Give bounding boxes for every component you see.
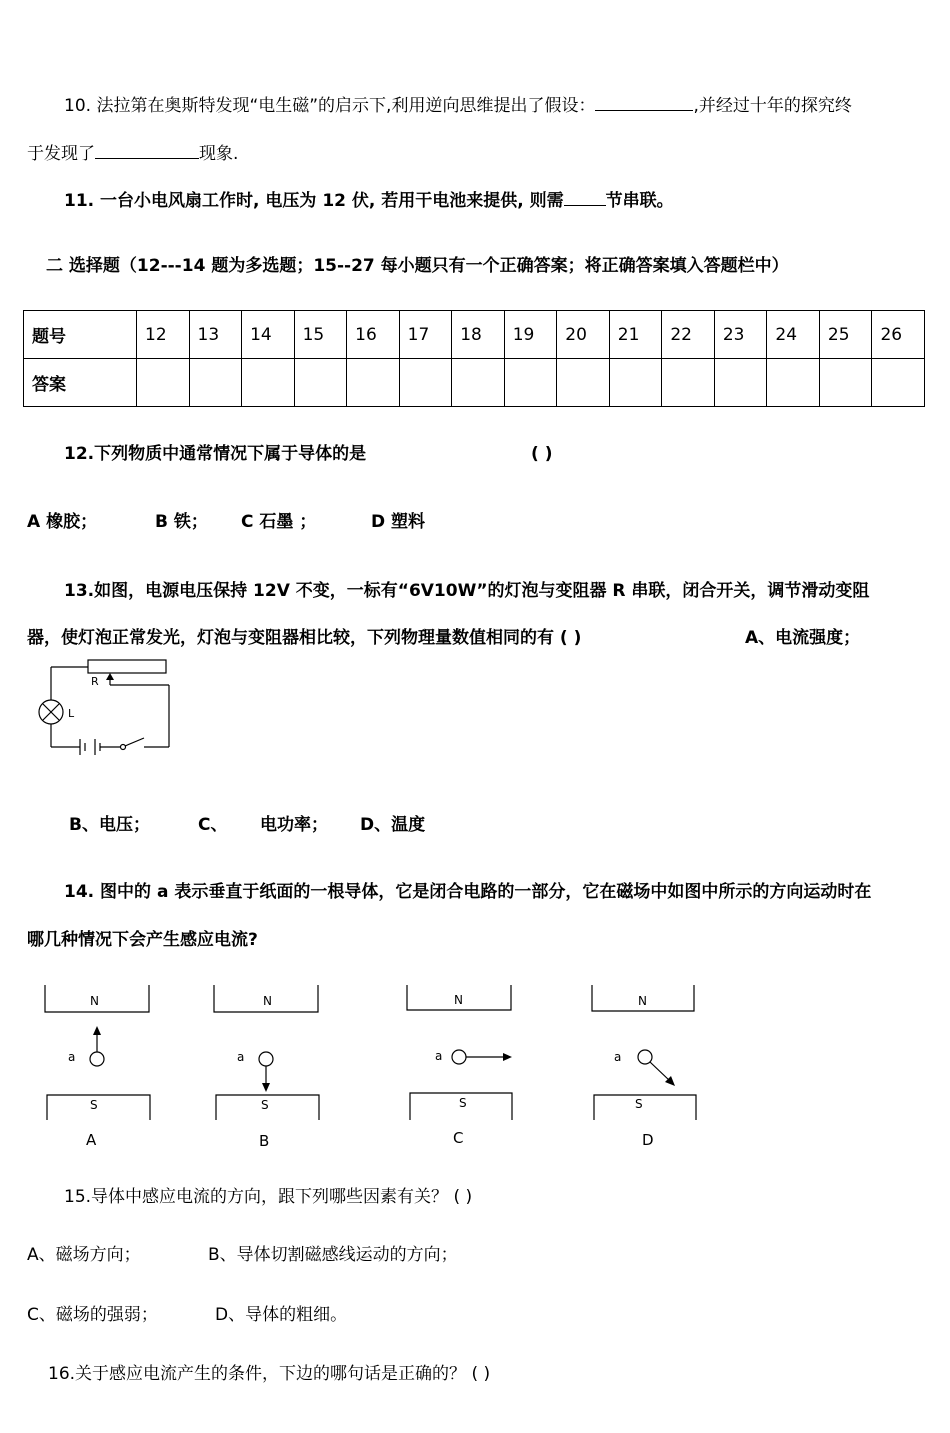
q10-blank-1[interactable] xyxy=(595,92,693,111)
q15-stem: 15.导体中感应电流的方向，跟下列哪些因素有关？ ( ) xyxy=(64,1187,473,1207)
q13-option-a: A、电流强度； xyxy=(745,628,861,648)
switch-icon xyxy=(121,745,126,750)
q12-bracket: ( ) xyxy=(531,444,553,464)
answer-cell[interactable] xyxy=(137,359,190,407)
question-number-cell: 14 xyxy=(242,311,295,359)
q11-line xyxy=(64,187,674,212)
q12-option-a: A 橡胶； xyxy=(27,512,98,532)
q12-stem: 12.下列物质中通常情况下属于导体的是 xyxy=(64,444,367,464)
q15-option-d: D、导体的粗细。 xyxy=(215,1305,348,1325)
pole-n-a: N xyxy=(90,994,99,1008)
answer-cell[interactable] xyxy=(714,359,767,407)
question-number-cell: 24 xyxy=(767,311,820,359)
q10-text-1: 10. 法拉第在奥斯特发现“电生磁”的启示下,利用逆向思维提出了假设： xyxy=(64,96,596,116)
q14-line2: 哪几种情况下会产生感应电流? xyxy=(27,930,258,950)
answer-cell[interactable] xyxy=(242,359,295,407)
answer-cell[interactable] xyxy=(189,359,242,407)
pole-n-b: N xyxy=(263,994,272,1008)
conductor-c xyxy=(452,1050,466,1064)
circuit-diagram xyxy=(30,655,180,755)
answer-cell[interactable] xyxy=(294,359,347,407)
q13-option-c-text: 电功率； xyxy=(260,815,328,835)
conductor-b xyxy=(259,1052,273,1066)
pole-s-a: S xyxy=(90,1098,98,1112)
conductor-d xyxy=(638,1050,652,1064)
question-number-cell: 12 xyxy=(137,311,190,359)
conductor-a xyxy=(90,1052,104,1066)
question-number-cell: 20 xyxy=(557,311,610,359)
q14-line1: 14. 图中的 a 表示垂直于纸面的一根导体，它是闭合电路的一部分，它在磁场中如图中所示的方向运动时在 xyxy=(64,882,872,902)
figure-letter-a: A xyxy=(86,1131,97,1149)
answer-cell[interactable] xyxy=(557,359,610,407)
question-number-cell: 16 xyxy=(347,311,400,359)
rheostat-label: R xyxy=(91,675,99,688)
question-number-cell: 17 xyxy=(399,311,452,359)
q12-option-c: C 石墨 ； xyxy=(241,512,317,532)
answer-table xyxy=(23,310,925,407)
pole-n-c: N xyxy=(454,993,463,1007)
pole-s-c: S xyxy=(459,1096,467,1110)
south-pole-d xyxy=(594,1095,696,1120)
question-number-cell: 23 xyxy=(714,311,767,359)
q13-option-b: B、电压； xyxy=(69,815,150,835)
conductor-label-c: a xyxy=(435,1049,443,1063)
question-number-cell: 13 xyxy=(189,311,242,359)
q11-text-1: 11. 一台小电风扇工作时, 电压为 12 伏, 若用干电池来提供, 则需 xyxy=(64,191,564,211)
q15-option-c: C、磁场的强弱； xyxy=(27,1305,158,1325)
q16-stem: 16.关于感应电流产生的条件，下边的哪句话是正确的？ ( ) xyxy=(48,1364,491,1384)
q10-text-3: 于发现了 xyxy=(27,144,95,164)
answer-cell[interactable] xyxy=(399,359,452,407)
question-number-cell: 22 xyxy=(662,311,715,359)
question-number-cell: 26 xyxy=(872,311,925,359)
pole-s-b: S xyxy=(261,1098,269,1112)
conductor-label-b: a xyxy=(237,1050,245,1064)
answer-cell[interactable] xyxy=(347,359,400,407)
conductor-label-d: a xyxy=(614,1050,622,1064)
answer-cell[interactable] xyxy=(872,359,925,407)
rheostat-icon xyxy=(88,660,166,673)
answer-cell[interactable] xyxy=(819,359,872,407)
conductor-label-a: a xyxy=(68,1050,76,1064)
q13-line2: 器，使灯泡正常发光，灯泡与变阻器相比较，下列物理量数值相同的有 ( ) xyxy=(27,628,582,648)
pole-s-d: S xyxy=(635,1097,643,1111)
q13-line1: 13.如图，电源电压保持 12V 不变，一标有“6V10W”的灯泡与变阻器 R 串联，闭合开关，调节滑动变阻 xyxy=(64,581,870,601)
question-number-cell: 25 xyxy=(819,311,872,359)
answer-table-number-row xyxy=(24,311,925,359)
south-pole-a xyxy=(47,1095,150,1120)
q10-blank-2[interactable] xyxy=(95,140,199,159)
pole-n-d: N xyxy=(638,994,647,1008)
q13-option-d: D、温度 xyxy=(360,815,426,835)
q13-option-c-label: C、 xyxy=(198,815,228,835)
q10-line2 xyxy=(27,140,238,165)
q10-line1 xyxy=(64,92,852,117)
answer-table-row2-label: 答案 xyxy=(24,359,137,407)
answer-cell[interactable] xyxy=(662,359,715,407)
q11-blank[interactable] xyxy=(564,187,606,206)
answer-cell[interactable] xyxy=(452,359,505,407)
q10-text-4: 现象. xyxy=(199,144,239,164)
figure-letter-c: C xyxy=(453,1129,464,1147)
section2-title: 二 选择题（12---14 题为多选题；15--27 每小题只有一个正确答案；将正确答案填入答题栏中） xyxy=(46,256,789,276)
question-number-cell: 19 xyxy=(504,311,557,359)
answer-cell[interactable] xyxy=(504,359,557,407)
down-right-arrow-icon xyxy=(650,1062,670,1081)
q12-option-b: B 铁； xyxy=(155,512,208,532)
question-number-cell: 21 xyxy=(609,311,662,359)
figure-letter-d: D xyxy=(642,1131,654,1149)
q15-option-a: A、磁场方向； xyxy=(27,1245,141,1265)
figure-letter-b: B xyxy=(259,1132,270,1150)
q15-option-b: B、导体切割磁感线运动的方向； xyxy=(208,1245,458,1265)
answer-cell[interactable] xyxy=(767,359,820,407)
q12-option-d: D 塑料 xyxy=(371,512,426,532)
q10-text-2: ,并经过十年的探究终 xyxy=(693,96,852,116)
answer-table-row1-label: 题号 xyxy=(24,311,137,359)
lamp-label: L xyxy=(68,707,75,720)
answer-cell[interactable] xyxy=(609,359,662,407)
magnet-figures xyxy=(0,975,950,1155)
answer-table-answer-row xyxy=(24,359,925,407)
question-number-cell: 15 xyxy=(294,311,347,359)
q11-text-2: 节串联。 xyxy=(605,191,674,211)
question-number-cell: 18 xyxy=(452,311,505,359)
